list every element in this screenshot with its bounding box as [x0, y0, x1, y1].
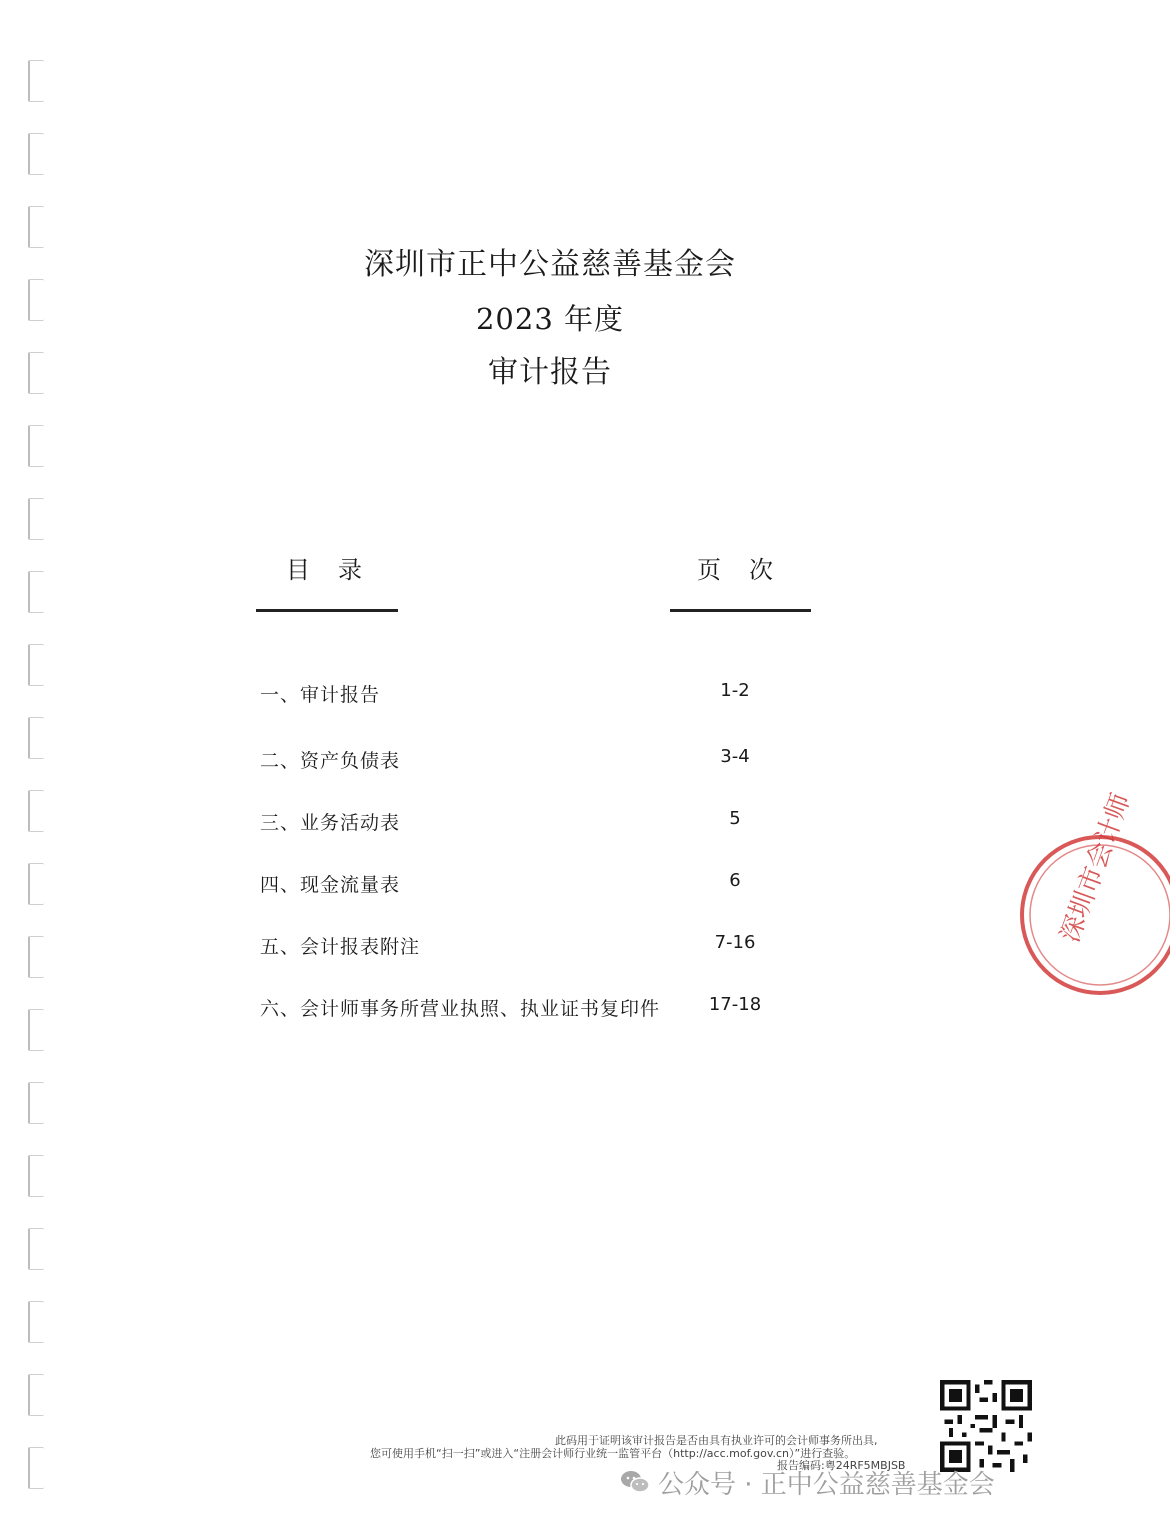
binding-hole	[28, 1228, 44, 1270]
binding-hole	[28, 571, 44, 613]
toc-item-label: 六、会计师事务所营业执照、执业证书复印件	[260, 998, 661, 1020]
toc-item-page: 6	[729, 870, 741, 891]
binding-hole	[28, 1301, 44, 1343]
toc-item	[260, 870, 820, 900]
toc-item-label: 四、现金流量表	[260, 874, 401, 896]
report-type: 审计报告	[488, 355, 612, 390]
toc-heading-underline	[256, 609, 398, 612]
binding-hole	[28, 863, 44, 905]
watermark-text: 公众号 · 正中公益慈善基金会	[658, 1469, 995, 1500]
binding-hole	[28, 425, 44, 467]
toc-item-label: 一、审计报告	[260, 684, 381, 706]
organization-name: 深圳市正中公益慈善基金会	[364, 247, 736, 282]
verification-note-1: 此码用于证明该审计报告是否由具有执业许可的会计师事务所出具,	[555, 1434, 878, 1447]
toc-item-page: 17-18	[708, 994, 762, 1015]
qr-code	[940, 1380, 1032, 1472]
binding-hole	[28, 498, 44, 540]
toc-item-label: 五、会计报表附注	[260, 936, 421, 958]
toc-item	[260, 680, 820, 710]
binding-hole	[28, 717, 44, 759]
toc-item-page: 1-2	[720, 680, 750, 701]
toc-item	[260, 994, 820, 1024]
binding-hole	[28, 790, 44, 832]
toc-item-page: 5	[729, 808, 741, 829]
report-title	[0, 238, 1100, 400]
toc-item-page: 3-4	[720, 746, 750, 767]
svg-text:深圳市会计师: 深圳市会计师	[1055, 789, 1137, 947]
binding-hole	[28, 1155, 44, 1197]
binding-hole	[28, 60, 44, 102]
binding-hole	[28, 936, 44, 978]
toc-item	[260, 746, 820, 776]
toc-item-label: 三、业务活动表	[260, 812, 401, 834]
wechat-watermark	[620, 1462, 995, 1502]
binding-hole	[28, 1374, 44, 1416]
binding-hole	[28, 1447, 44, 1489]
red-seal	[1010, 789, 1170, 1010]
report-year: 2023 年度	[475, 302, 625, 336]
binding-hole	[28, 1082, 44, 1124]
toc-heading-page: 页次	[697, 556, 801, 584]
verification-note-2: 您可使用手机“扫一扫”或进入“注册会计师行业统一监管平台（http://acc.mof.gov.cn）”进行查验。	[370, 1447, 856, 1460]
toc-heading-contents: 目录	[286, 556, 390, 584]
binding-hole	[28, 133, 44, 175]
wechat-icon	[620, 1469, 650, 1495]
toc-item	[260, 932, 820, 962]
report-code: 报告编码:粤24RF5MBJSB	[777, 1459, 906, 1472]
toc-item	[260, 808, 820, 838]
toc-item-page: 7-16	[714, 932, 756, 953]
binding-hole	[28, 1009, 44, 1051]
toc-item-label: 二、资产负债表	[260, 750, 401, 772]
toc-page-underline	[670, 609, 811, 612]
binding-hole	[28, 644, 44, 686]
